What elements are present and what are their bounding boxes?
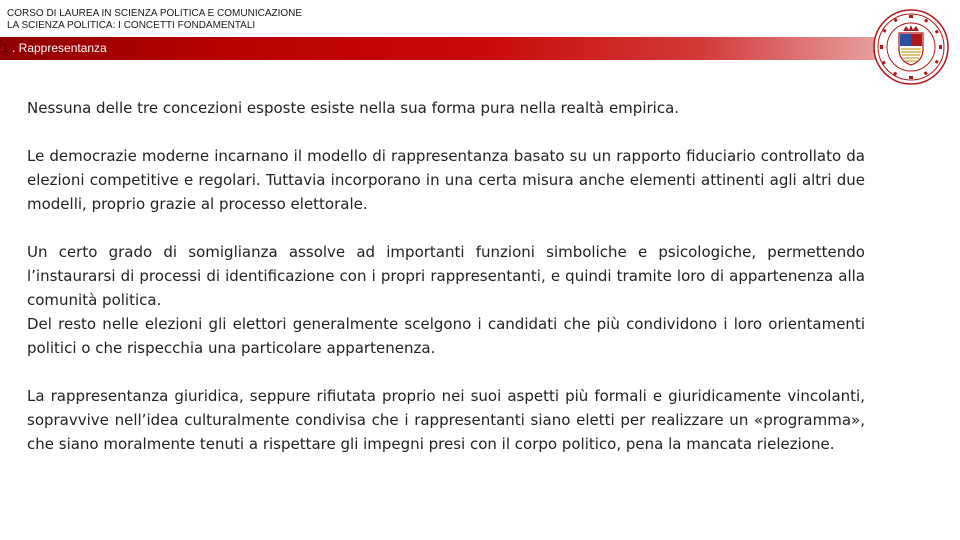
body-text <box>27 96 865 456</box>
paragraph: Le democrazie moderne incarnano il modello di rappresentanza basato su un rapporto fiduciario controllato da elezioni competitive e regolari. Tuttavia incorporano in una certa misura anche elementi attinenti agli altri due modelli, proprio grazie al processo elettorale. <box>27 147 865 213</box>
paragraph: Del resto nelle elezioni gli elettori generalmente scelgono i candidati che più condividono i loro orientamenti politici o che rispecchia una particolare appartenenza. <box>27 315 865 357</box>
paragraph: Un certo grado di somiglianza assolve ad importanti funzioni simboliche e psicologiche, permettendo l’instaurarsi di processi di identificazione con i propri rappresentanti, e quindi tramite loro di appartenenza alla comunità politica. <box>27 243 865 309</box>
course-title: CORSO DI LAUREA IN SCIENZA POLITICA E COMUNICAZIONE <box>7 8 303 19</box>
paragraph: La rappresentanza giuridica, seppure rifiutata proprio nei suoi aspetti più formali e giuridicamente vincolanti, sopravvive nell’idea culturalmente condivisa che i rappresentanti siano eletti per realizzare un «programma», che siano moralmente tenuti a rispettare gli impegni presi con il corpo politico, pena la mancata rielezione. <box>27 387 865 453</box>
paragraph: Nessuna delle tre concezioni esposte esiste nella sua forma pura nella realtà empirica. <box>27 99 680 117</box>
section-title-bar <box>0 37 878 60</box>
university-seal-icon <box>873 9 949 85</box>
section-title: . Rappresentanza <box>12 41 107 55</box>
section-number: 1 <box>2 41 9 55</box>
course-subtitle: LA SCIENZA POLITICA: I CONCETTI FONDAMENTALI <box>7 20 256 31</box>
